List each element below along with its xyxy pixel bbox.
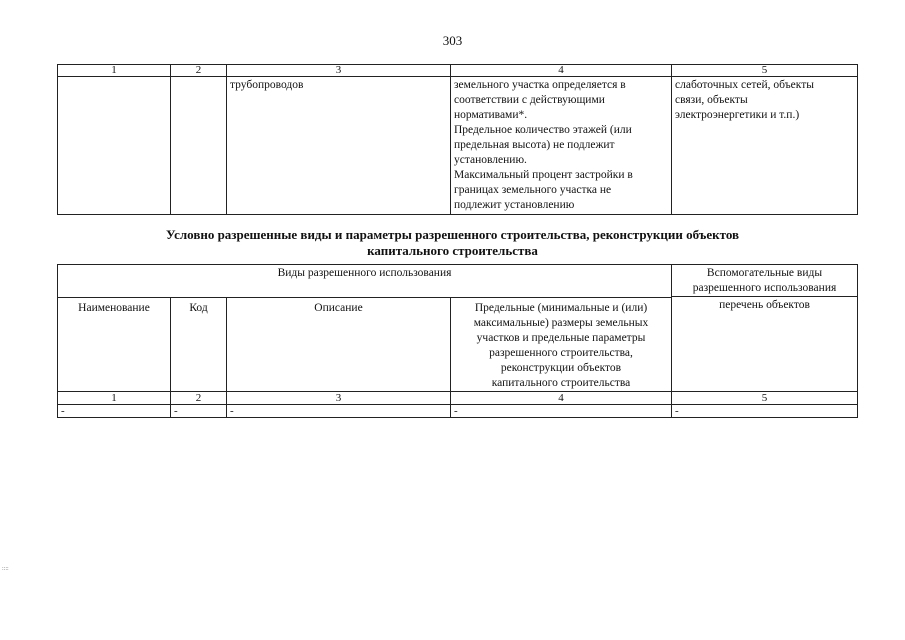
cell-code xyxy=(171,77,227,215)
text-line: связи, объекты xyxy=(675,94,748,106)
aux-header-line: Вспомогательные виды xyxy=(706,267,823,279)
cell-parameters: - xyxy=(451,405,672,418)
text-line: установлению. xyxy=(454,154,527,166)
text-line: подлежит установлению xyxy=(454,199,575,211)
aux-header-line: разрешенного использования xyxy=(692,282,837,294)
header-description: Описание xyxy=(227,298,451,392)
section-title xyxy=(0,227,905,259)
column-number: 4 xyxy=(451,65,672,77)
column-number-row xyxy=(58,392,858,405)
margin-binding-mark: :::: xyxy=(2,566,9,572)
column-number: 2 xyxy=(171,392,227,405)
column-number: 2 xyxy=(171,65,227,77)
cell-auxiliary: - xyxy=(672,405,858,418)
text-line: земельного участка определяется в xyxy=(454,79,626,91)
group-header: Виды разрешенного использования xyxy=(58,265,672,298)
header-code: Код xyxy=(171,298,227,392)
header-line: Предельные (минимальные и (или) xyxy=(474,302,648,314)
header-name: Наименование xyxy=(58,298,171,392)
continued-table xyxy=(57,64,858,215)
page-number: 303 xyxy=(442,33,463,48)
cell-name: - xyxy=(58,405,171,418)
header-parameters xyxy=(451,298,672,392)
text-line: нормативами*. xyxy=(454,109,528,121)
text-line: слаботочных сетей, объекты xyxy=(675,79,814,91)
text-line: границах земельного участка не xyxy=(454,184,612,196)
column-number: 4 xyxy=(451,392,672,405)
header-line: капитального строительства xyxy=(491,377,631,389)
column-number: 3 xyxy=(227,65,451,77)
cell-auxiliary xyxy=(672,77,858,215)
column-number: 5 xyxy=(672,65,858,77)
column-number: 1 xyxy=(58,65,171,77)
cell-code: - xyxy=(171,405,227,418)
section-title-line: капитального строительства xyxy=(367,243,538,258)
text-line: Предельное количество этажей (или xyxy=(454,124,632,136)
header-line: максимальные) размеры земельных xyxy=(473,317,649,329)
column-number-row xyxy=(58,65,858,77)
section-title-line: Условно разрешенные виды и параметры разрешенного строительства, реконструкции объектов xyxy=(165,227,740,242)
header-line: разрешенного строительства, xyxy=(489,347,633,359)
header-line: участков и предельные параметры xyxy=(476,332,646,344)
text-line: электроэнергетики и т.п.) xyxy=(675,109,800,121)
column-number: 1 xyxy=(58,392,171,405)
group-header-row xyxy=(58,265,858,298)
column-number: 3 xyxy=(227,392,451,405)
cell-name xyxy=(58,77,171,215)
text-line: Максимальный процент застройки в xyxy=(454,169,633,181)
column-number: 5 xyxy=(672,392,858,405)
text-line: соответствии с действующими xyxy=(454,94,605,106)
aux-header xyxy=(672,265,858,392)
conditional-uses-table xyxy=(57,264,858,418)
header-line: реконструкции объектов xyxy=(500,362,622,374)
cell-description: трубопроводов xyxy=(227,77,451,215)
table-row xyxy=(58,77,858,215)
cell-description: - xyxy=(227,405,451,418)
table-row xyxy=(58,405,858,418)
cell-parameters xyxy=(451,77,672,215)
text-line: предельная высота) не подлежит xyxy=(454,139,615,151)
list-header: перечень объектов xyxy=(672,296,857,313)
